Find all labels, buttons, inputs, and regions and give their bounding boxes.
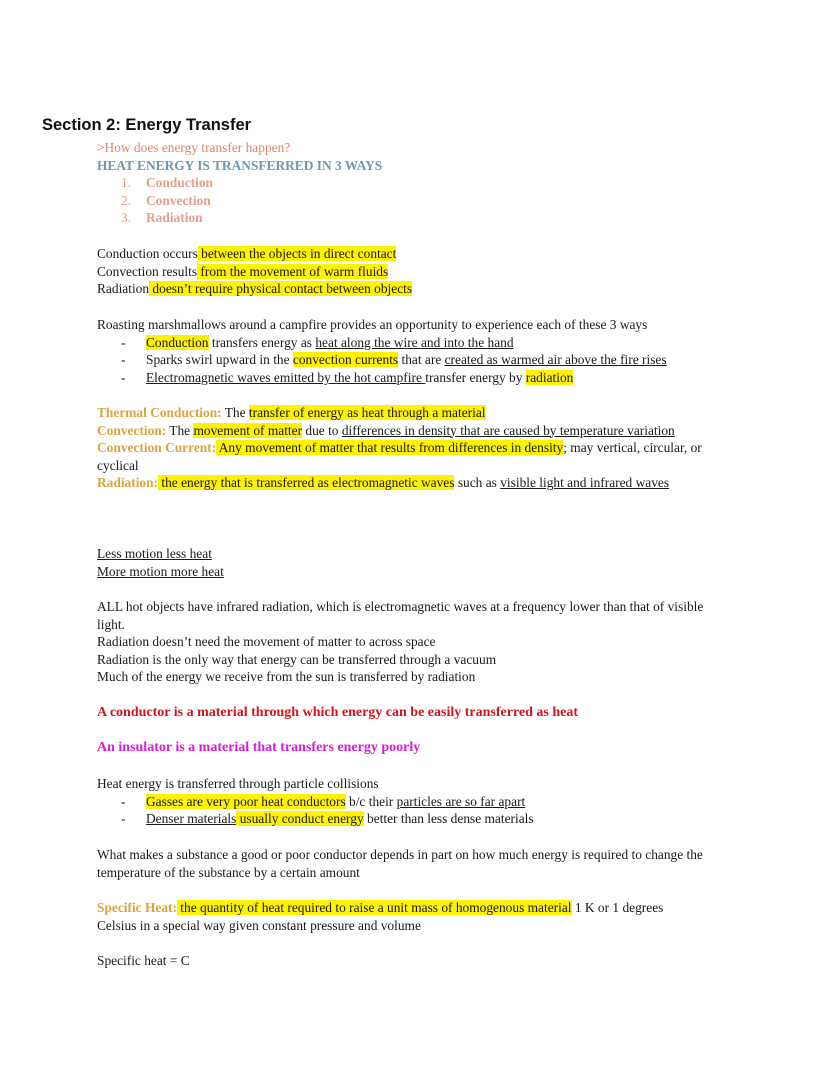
radiation-fact: Much of the energy we receive from the sun is transferred by radiation bbox=[97, 669, 476, 685]
intro-question: >How does energy transfer happen? bbox=[97, 140, 291, 155]
item-part: that are bbox=[398, 352, 445, 368]
way-number: 2. bbox=[121, 192, 132, 208]
mode-highlight: between the objects in direct contact bbox=[197, 246, 397, 261]
item-part: particles are so far apart bbox=[396, 793, 526, 809]
def-text: ; may vertical, circular, or cyclical bbox=[97, 440, 702, 473]
mode-line bbox=[97, 280, 412, 298]
campfire-intro: Roasting marshmallows around a campfire provides an opportunity to experience each of these 3 ways bbox=[97, 317, 648, 332]
section-title: Section 2: Energy Transfer bbox=[42, 116, 252, 134]
term-label: Radiation: bbox=[97, 475, 159, 491]
def-text: 1 K or 1 degrees Celsius in a special way given constant pressure and volume bbox=[97, 900, 664, 933]
campfire-item bbox=[97, 351, 667, 369]
modes-block bbox=[97, 245, 412, 298]
way-number: 1. bbox=[121, 175, 132, 191]
good-poor-text: What makes a substance a good or poor conductor depends in part on how much energy is required to change the temperature of the substance by a certain amount bbox=[97, 847, 703, 880]
item-part: usually conduct energy bbox=[236, 811, 364, 827]
collisions-item bbox=[97, 793, 534, 811]
def-highlight: movement of matter bbox=[193, 422, 303, 438]
intro-block bbox=[97, 139, 382, 227]
term-label: Convection Current: bbox=[97, 440, 217, 456]
campfire-list bbox=[97, 334, 667, 387]
way-label: Radiation bbox=[146, 210, 203, 226]
definition-thermal bbox=[97, 404, 717, 422]
formula-block bbox=[97, 952, 190, 970]
radiation-facts-block bbox=[97, 598, 732, 686]
item-part: b/c their bbox=[345, 793, 397, 809]
motion-line: More motion more heat bbox=[97, 563, 224, 579]
mode-text: Conduction occurs bbox=[97, 246, 198, 261]
campfire-block bbox=[97, 316, 667, 386]
item-part: heat along the wire and into the hand bbox=[315, 334, 514, 350]
item-part: convection currents bbox=[292, 352, 399, 368]
insulator-definition: An insulator is a material that transfers energy poorly bbox=[97, 740, 421, 755]
conductor-block bbox=[97, 704, 578, 722]
radiation-fact: Radiation is the only way that energy can be transferred through a vacuum bbox=[97, 651, 497, 667]
collisions-block bbox=[97, 775, 534, 828]
def-underline: visible light and infrared waves bbox=[500, 475, 670, 491]
definitions-block bbox=[97, 404, 717, 492]
item-part: Denser materials bbox=[146, 811, 237, 827]
def-highlight: Any movement of matter that results from differences in density bbox=[216, 440, 564, 456]
def-underline: differences in density that are caused by temperature variation bbox=[341, 422, 675, 438]
def-highlight: the energy that is transferred as electromagnetic waves bbox=[158, 475, 455, 491]
good-poor-block bbox=[97, 846, 717, 881]
item-part: Gasses are very poor heat conductors bbox=[146, 793, 346, 809]
conductor-definition: A conductor is a material through which energy can be easily transferred as heat bbox=[97, 705, 579, 720]
ways-list bbox=[97, 174, 382, 227]
way-label: Conduction bbox=[146, 175, 213, 191]
mode-text: Radiation bbox=[97, 281, 150, 297]
definition-radiation bbox=[97, 474, 717, 492]
def-text: The bbox=[221, 405, 249, 420]
insulator-block bbox=[97, 739, 420, 757]
term-label: Thermal Conduction: bbox=[97, 405, 222, 420]
radiation-fact: ALL hot objects have infrared radiation, which is electromagnetic waves at a frequency lower than that of visible light. bbox=[97, 599, 704, 632]
item-part: transfer energy by bbox=[425, 369, 526, 385]
collisions-item bbox=[97, 810, 534, 828]
campfire-item bbox=[97, 334, 667, 352]
item-part: radiation bbox=[525, 369, 574, 385]
item-part: transfers energy as bbox=[208, 334, 316, 350]
item-part: better than less dense materials bbox=[363, 811, 534, 827]
item-part: Sparks swirl upward in the bbox=[146, 352, 293, 368]
radiation-fact: Radiation doesn’t need the movement of matter to across space bbox=[97, 634, 436, 650]
way-number: 3. bbox=[121, 210, 132, 226]
definition-convection bbox=[97, 422, 717, 440]
mode-line bbox=[97, 245, 412, 263]
def-text: due to bbox=[302, 422, 342, 438]
mode-line bbox=[97, 263, 412, 281]
mode-highlight: from the movement of warm fluids bbox=[197, 263, 389, 279]
specific-heat-block bbox=[97, 899, 697, 934]
def-text: The bbox=[166, 422, 194, 438]
campfire-item bbox=[97, 369, 667, 387]
item-part: Electromagnetic waves emitted by the hot campfire bbox=[146, 369, 426, 385]
def-text: such as bbox=[454, 475, 501, 491]
item-part: created as warmed air above the fire rises bbox=[444, 352, 667, 368]
collisions-intro: Heat energy is transferred through particle collisions bbox=[97, 776, 379, 791]
definition-current bbox=[97, 439, 717, 474]
specific-heat-definition bbox=[97, 899, 697, 934]
item-part: Conduction bbox=[146, 334, 209, 350]
way-label: Convection bbox=[146, 192, 211, 208]
term-label: Convection: bbox=[97, 422, 167, 438]
specific-heat-formula: Specific heat = C bbox=[97, 953, 190, 968]
intro-heading: HEAT ENERGY IS TRANSFERRED IN 3 WAYS bbox=[97, 157, 383, 173]
def-highlight: the quantity of heat required to raise a unit mass of homogenous material bbox=[176, 900, 572, 915]
way-item bbox=[97, 174, 382, 192]
mode-highlight: doesn’t require physical contact between objects bbox=[149, 281, 413, 297]
motion-line: Less motion less heat bbox=[97, 546, 212, 561]
way-item bbox=[97, 209, 382, 227]
motion-block bbox=[97, 545, 224, 580]
mode-text: Convection results bbox=[97, 263, 198, 279]
def-highlight: transfer of energy as heat through a material bbox=[248, 405, 486, 420]
term-label: Specific Heat: bbox=[97, 900, 177, 915]
collisions-list bbox=[97, 793, 534, 828]
way-item bbox=[97, 192, 382, 210]
